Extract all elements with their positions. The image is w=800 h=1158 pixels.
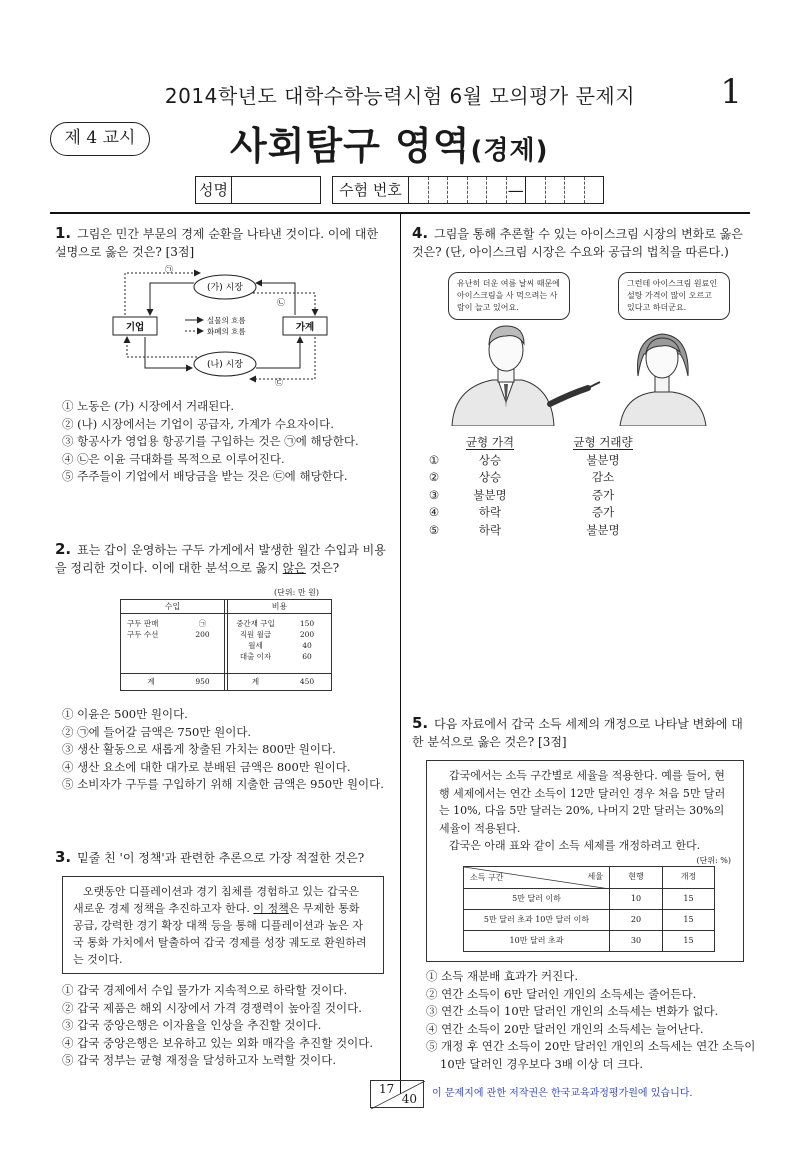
income-value: 200: [195, 630, 210, 639]
table-row: [464, 888, 715, 909]
table-row: [464, 909, 715, 930]
flow-arrow: [150, 283, 194, 315]
column-divider: [400, 214, 401, 1094]
choice-4[interactable]: ④ 연간 소득이 20만 달러인 개인의 소득세는 늘어난다.: [426, 1021, 704, 1036]
answer-price: 상승: [478, 470, 502, 484]
income-total-value: 950: [181, 674, 225, 690]
choice-2[interactable]: ② ㉠에 들어갈 금액은 750만 원이다.: [62, 724, 252, 739]
answer-mark: ②: [428, 470, 440, 484]
choice-1[interactable]: ① 이윤은 500만 원이다.: [62, 707, 188, 721]
question-2-unit: (단위: 만 원): [274, 588, 319, 597]
period-badge: 제 4 교시: [50, 122, 150, 156]
income-range: 5만 달러 초과 10만 달러 이하: [464, 909, 610, 930]
question-3-text: 밑줄 친 '이 정책'과 관련한 추론으로 가장 적절한 것은?: [77, 851, 365, 865]
choice-5[interactable]: ⑤ 개정 후 연간 소득이 20만 달러인 개인의 소득세는 연간 소득이: [426, 1039, 756, 1053]
id-digit[interactable]: [526, 177, 546, 203]
answer-row[interactable]: [418, 504, 648, 522]
tax-rate-table: [463, 866, 715, 952]
answer-row[interactable]: [418, 469, 648, 487]
speech-bubble-left: 유난히 더운 여름 날씨 때문에 아이스크림을 사 먹으려는 사람이 늘고 있어요.: [448, 272, 570, 320]
page-number: 1: [720, 72, 742, 112]
income-value: ㉠: [198, 619, 207, 628]
question-5-choices: [426, 968, 755, 1073]
choice-4[interactable]: ④ ㉡은 이윤 극대화를 목적으로 이루어진다.: [62, 451, 285, 466]
choice-1[interactable]: ① 갑국 경제에서 수입 물가가 지속적으로 하락할 것이다.: [62, 983, 348, 997]
answer-quantity: 증가: [591, 487, 615, 502]
flow-arrow: [145, 337, 192, 368]
answer-row[interactable]: [418, 452, 648, 470]
question-2-underline: 않은: [282, 561, 306, 575]
household-label: 가계: [295, 322, 315, 333]
answer-mark: ③: [428, 487, 440, 502]
income-range: 10만 달러 초과: [464, 930, 610, 951]
passage-paragraph-2: 갑국은 아래 표와 같이 소득 세제를 개정하려고 한다.: [449, 839, 701, 852]
id-dash: —: [507, 177, 527, 203]
choice-3[interactable]: ③ 연간 소득이 10만 달러인 개인의 소득세는 변화가 없다.: [426, 1004, 719, 1018]
legend-money-label: 화폐의 흐름: [207, 327, 246, 336]
col-revised: 개정: [663, 866, 715, 888]
question-3-stem: [55, 848, 387, 867]
id-digit[interactable]: [429, 177, 449, 203]
diag-header-cell: [464, 866, 610, 888]
choice-3[interactable]: ③ 항공사가 영업용 항공기를 구입하는 것은 ㉠에 해당한다.: [62, 434, 359, 448]
income-label: 구두 수선: [127, 630, 159, 639]
income-label: 구두 판매: [127, 619, 159, 628]
choice-1[interactable]: ① 노동은 (가) 시장에서 거래된다.: [62, 399, 235, 413]
passage-text-end: 은 무제한 통화 공급, 강력한 경기 확장 대책 등을 통해 디플레이션과 높은 자국 통화 가치에서 탈출하여 갑국 경제를 성장 궤도로 환원하려는 것이다.: [73, 902, 367, 966]
flow-arrow: [256, 283, 295, 315]
income-cost-table: [120, 599, 332, 691]
current-rate: 10: [610, 888, 663, 909]
id-digit[interactable]: [546, 177, 566, 203]
choice-1[interactable]: ① 소득 재분배 효과가 커진다.: [426, 969, 578, 983]
choice-5[interactable]: ⑤ 갑국 정부는 균형 재정을 달성하고자 노력할 것이다.: [62, 1053, 337, 1067]
id-digit[interactable]: [487, 177, 507, 203]
speech-bubble-right: 그런데 아이스크림 원료인 설탕 가격이 많이 오르고 있다고 하더군요.: [618, 272, 730, 320]
question-2-number: 2.: [55, 540, 72, 558]
question-4-number: 4.: [412, 224, 429, 242]
answer-mark: ①: [428, 452, 440, 467]
cost-value: 40: [302, 641, 312, 650]
answer-mark: ④: [428, 505, 440, 519]
answer-price: 상승: [478, 452, 502, 467]
choice-5[interactable]: ⑤ 주주들이 기업에서 배당금을 받는 것은 ㉢에 해당한다.: [62, 469, 348, 483]
exam-id-field[interactable]: [332, 176, 604, 204]
answer-row[interactable]: [418, 522, 648, 540]
choice-2[interactable]: ② 연간 소득이 6만 달러인 개인의 소득세는 줄어든다.: [426, 986, 697, 1001]
name-input[interactable]: [232, 177, 320, 203]
question-5-text: 다음 자료에서 갑국 소득 세제의 개정으로 나타날 변화에 대한 분석으로 옳은 것은? [3점]: [412, 717, 743, 749]
answer-row[interactable]: [418, 487, 648, 505]
col-current: 현행: [610, 866, 663, 888]
cost-label: 월세: [248, 641, 263, 650]
income-range: 5만 달러 이하: [464, 888, 610, 909]
diag-top-label: 세율: [587, 871, 603, 881]
question-5-stem: [412, 714, 748, 751]
subject-sub: (경제): [470, 136, 549, 166]
choice-5[interactable]: ⑤ 소비자가 구두를 구입하기 위해 지출한 금액은 950만 원이다.: [62, 777, 384, 791]
copyright-notice: 이 문제지에 관한 저작권은 한국교육과정평가원에 있습니다.: [432, 1088, 693, 1099]
exam-title: 2014학년도 대학수학능력시험 6월 모의평가 문제지: [164, 84, 636, 108]
answer-quantity: 감소: [591, 470, 615, 484]
current-rate: 20: [610, 909, 663, 930]
answer-quantity: 증가: [591, 505, 615, 519]
id-digit[interactable]: [409, 177, 429, 203]
answer-price: 불분명: [473, 487, 507, 502]
firm-label: 기업: [125, 322, 145, 333]
revised-rate: 15: [663, 930, 715, 951]
flow-arrow: [250, 337, 315, 379]
flow-arrow: [127, 337, 197, 357]
table-row: [464, 930, 715, 951]
mark-b: ㉡: [277, 298, 285, 307]
question-1-number: 1.: [55, 224, 72, 242]
cost-value: 60: [302, 652, 312, 661]
question-2-text-end: 것은?: [305, 561, 340, 575]
flow-arrow: [125, 273, 200, 315]
question-4-stem: [412, 224, 748, 261]
cost-total-value: 450: [299, 677, 315, 686]
market-a-label: (가) 시장: [207, 283, 243, 293]
question-1-choices: [62, 398, 359, 486]
col-equilibrium-price: 균형 가격: [465, 435, 515, 449]
question-3-passage: [62, 876, 384, 974]
question-2-stem: [55, 540, 387, 577]
cost-value: 200: [299, 630, 315, 639]
mark-a: ㉠: [165, 265, 173, 274]
subject-main: 사회탐구 영역: [230, 124, 471, 168]
passage-paragraph-1: 갑국에서는 소득 구간별로 세율을 적용한다. 예를 들어, 현행 세제에서는 연간 소득이 12만 달러인 경우 처음 5만 달러는 10%, 다음 5만 달러는 20%, 나머지 2만 달러는 30%의 세율이 적용된다.: [439, 769, 726, 835]
answer-price: 하락: [478, 522, 502, 537]
cost-value: 150: [299, 619, 315, 628]
legend-real-label: 실물의 흐름: [207, 316, 246, 325]
question-5-number: 5.: [412, 714, 429, 732]
tax-table-unit: (단위: %): [696, 855, 731, 865]
answer-quantity: 불분명: [586, 522, 620, 537]
question-5-passage: [426, 760, 744, 962]
id-digit[interactable]: [448, 177, 468, 203]
income-header: 수입: [121, 600, 225, 613]
choice-3[interactable]: ③ 생산 활동으로 새롭게 창출된 가치는 800만 원이다.: [62, 742, 336, 756]
choice-2[interactable]: ② 갑국 제품은 해외 시장에서 가격 경쟁력이 높아질 것이다.: [62, 1000, 362, 1015]
cost-label: 대출 이자: [239, 652, 272, 661]
subject-title: [230, 115, 548, 170]
passage-text: 오랫동안 디플레이션과 경기 침체를 경험하고 있는 갑국은 새로운 경제 정책을 추진하고자 한다.: [73, 885, 360, 915]
page-current: 17: [379, 1082, 395, 1096]
exam-id-label: 수험 번호: [333, 177, 409, 203]
revised-rate: 15: [663, 909, 715, 930]
circular-flow-diagram: [105, 265, 335, 387]
revised-rate: 15: [663, 888, 715, 909]
mark-c: ㉢: [275, 378, 283, 387]
question-2-choices: [62, 706, 384, 794]
choice-3[interactable]: ③ 갑국 중앙은행은 이자율을 인상을 추진할 것이다.: [62, 1018, 322, 1032]
choice-4[interactable]: ④ 갑국 중앙은행은 보유하고 있는 외화 매각을 추진할 것이다.: [62, 1035, 374, 1050]
answer-price: 하락: [478, 505, 502, 519]
name-label: 성명: [196, 177, 232, 203]
cost-label: 직원 월급: [239, 630, 272, 639]
choice-2[interactable]: ② (나) 시장에서는 기업이 공급자, 가계가 수요자이다.: [62, 416, 334, 431]
market-b-label: (나) 시장: [207, 360, 243, 370]
cost-label: 중간재 구입: [236, 619, 275, 628]
answer-mark: ⑤: [428, 522, 440, 537]
diag-bottom-label: 소득 구간: [470, 873, 504, 882]
question-3-number: 3.: [55, 848, 72, 866]
cost-header: 비용: [227, 600, 331, 613]
passage-underline: 이 정책: [253, 902, 289, 915]
man-figure: [452, 326, 600, 426]
question-4-answer-table: [418, 434, 648, 539]
question-2-text: 표는 갑이 운영하는 구두 가게에서 발생한 월간 수입과 비용을 정리한 것이다. 이에 대한 분석으로 옳지: [55, 543, 386, 575]
income-total-label: 계: [147, 677, 155, 686]
current-rate: 30: [610, 930, 663, 951]
id-digit[interactable]: [565, 177, 585, 203]
id-digit[interactable]: [585, 177, 604, 203]
answer-quantity: 불분명: [586, 452, 620, 467]
woman-figure: [620, 334, 706, 426]
question-1-stem: [55, 224, 387, 261]
question-4-text: 그림을 통해 추론할 수 있는 아이스크림 시장의 변화로 옳은 것은? (단, 아이스크림 시장은 수요와 공급의 법칙을 따른다.): [412, 227, 743, 259]
question-3-choices: [62, 982, 373, 1070]
name-field[interactable]: [195, 176, 321, 204]
choice-4[interactable]: ④ 생산 요소에 대한 대가로 분배된 금액은 800만 원이다.: [62, 759, 351, 774]
illustration-two-people: [440, 318, 740, 426]
choice-5-continued: 10만 달러인 경우보다 3배 이상 더 크다.: [440, 1056, 644, 1071]
page-total: 40: [401, 1092, 417, 1106]
question-1-text: 그림은 민간 부문의 경제 순환을 나타낸 것이다. 이에 대한 설명으로 옳은 것은? [3점]: [55, 227, 379, 259]
page-counter: [370, 1080, 424, 1108]
cost-total-label: 계: [227, 674, 283, 690]
id-digit[interactable]: [468, 177, 488, 203]
col-equilibrium-quantity: 균형 거래량: [573, 435, 633, 449]
flow-arrow: [256, 337, 300, 368]
